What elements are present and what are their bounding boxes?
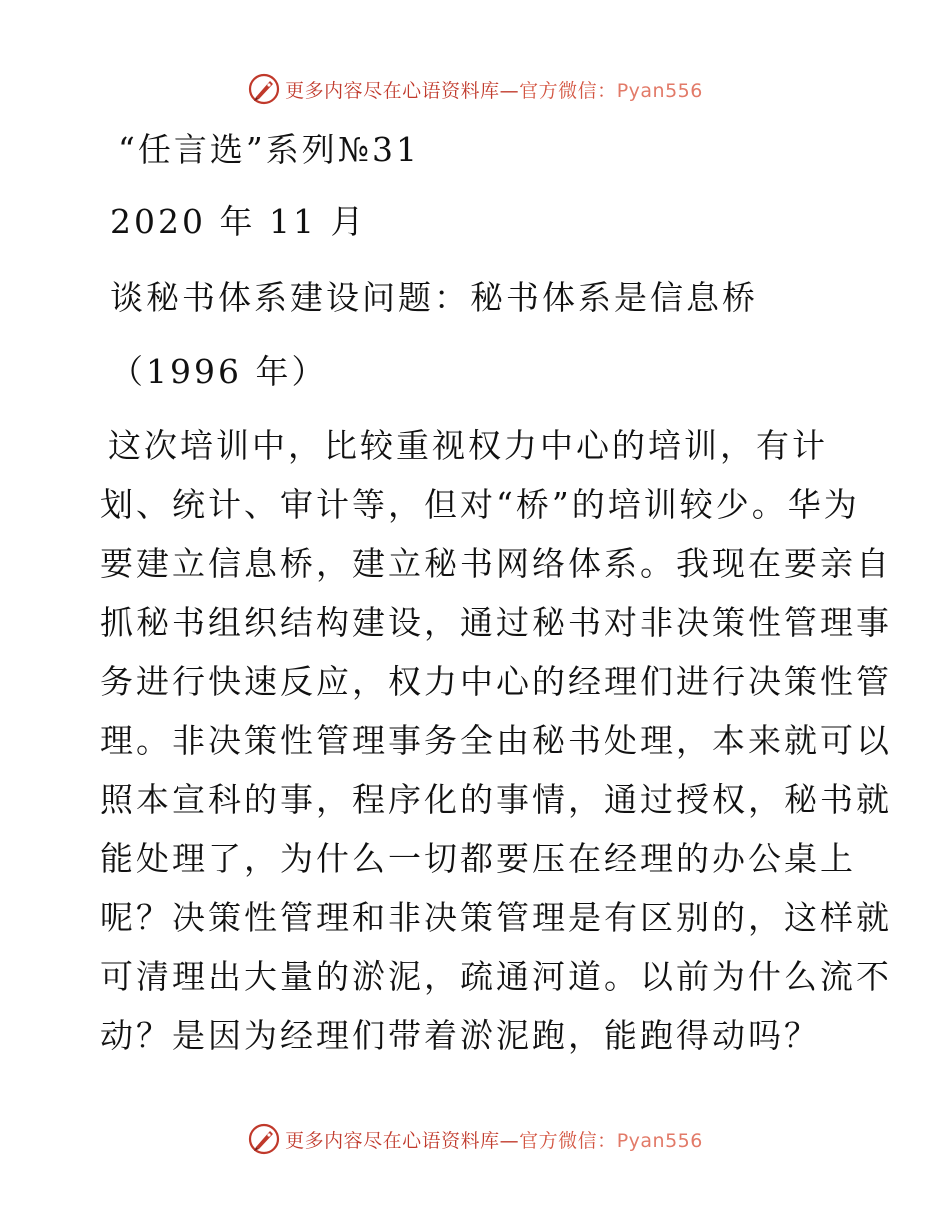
document-year: （1996 年） <box>110 352 328 391</box>
pen-logo-icon <box>247 72 281 106</box>
paragraph-line: 要建立信息桥，建立秘书网络体系。我现在要亲自 <box>100 544 892 583</box>
banner-text <box>285 76 703 103</box>
footer-banner <box>0 1122 950 1156</box>
banner-main-text: 更多内容尽在心语资料库 <box>285 1129 500 1152</box>
banner-separator: — <box>499 1129 520 1152</box>
body-paragraph <box>100 416 892 1065</box>
banner-separator: — <box>499 79 520 102</box>
paragraph-line: 呢？决策性管理和非决策管理是有区别的，这样就 <box>100 898 892 937</box>
banner-content <box>247 72 703 106</box>
paragraph-line: 这次培训中，比较重视权力中心的培训，有计 <box>108 426 828 465</box>
paragraph-line: 务进行快速反应，权力中心的经理们进行决策性管 <box>100 662 892 701</box>
paragraph-line: 照本宣科的事，程序化的事情，通过授权，秘书就 <box>100 780 892 819</box>
paragraph-line: 抓秘书组织结构建设，通过秘书对非决策性管理事 <box>100 603 892 642</box>
paragraph-line: 动？是因为经理们带着淤泥跑，能跑得动吗？ <box>100 1016 820 1055</box>
series-label: “任言选”系列№31 <box>118 130 420 169</box>
document-title: 谈秘书体系建设问题：秘书体系是信息桥 <box>110 278 758 317</box>
paragraph-line: 理。非决策性管理事务全由秘书处理，本来就可以 <box>100 721 892 760</box>
banner-wechat-id: Pyan556 <box>616 1129 703 1152</box>
banner-colon: ： <box>597 79 617 102</box>
banner-content <box>247 1122 703 1156</box>
paragraph-line: 划、统计、审计等，但对“桥”的培训较少。华为 <box>100 485 860 524</box>
banner-official-wechat-label: 官方微信 <box>519 1129 598 1152</box>
banner-wechat-id: Pyan556 <box>616 79 703 102</box>
paragraph-line: 能处理了，为什么一切都要压在经理的办公桌上 <box>100 839 856 878</box>
banner-colon: ： <box>597 1129 617 1152</box>
paragraph-line: 可清理出大量的淤泥，疏通河道。以前为什么流不 <box>100 957 892 996</box>
header-banner <box>0 72 950 106</box>
banner-main-text: 更多内容尽在心语资料库 <box>285 79 500 102</box>
document-date: 2020 年 11 月 <box>110 202 367 241</box>
banner-text <box>285 1126 703 1153</box>
pen-logo-icon <box>247 1122 281 1156</box>
banner-official-wechat-label: 官方微信 <box>519 79 598 102</box>
